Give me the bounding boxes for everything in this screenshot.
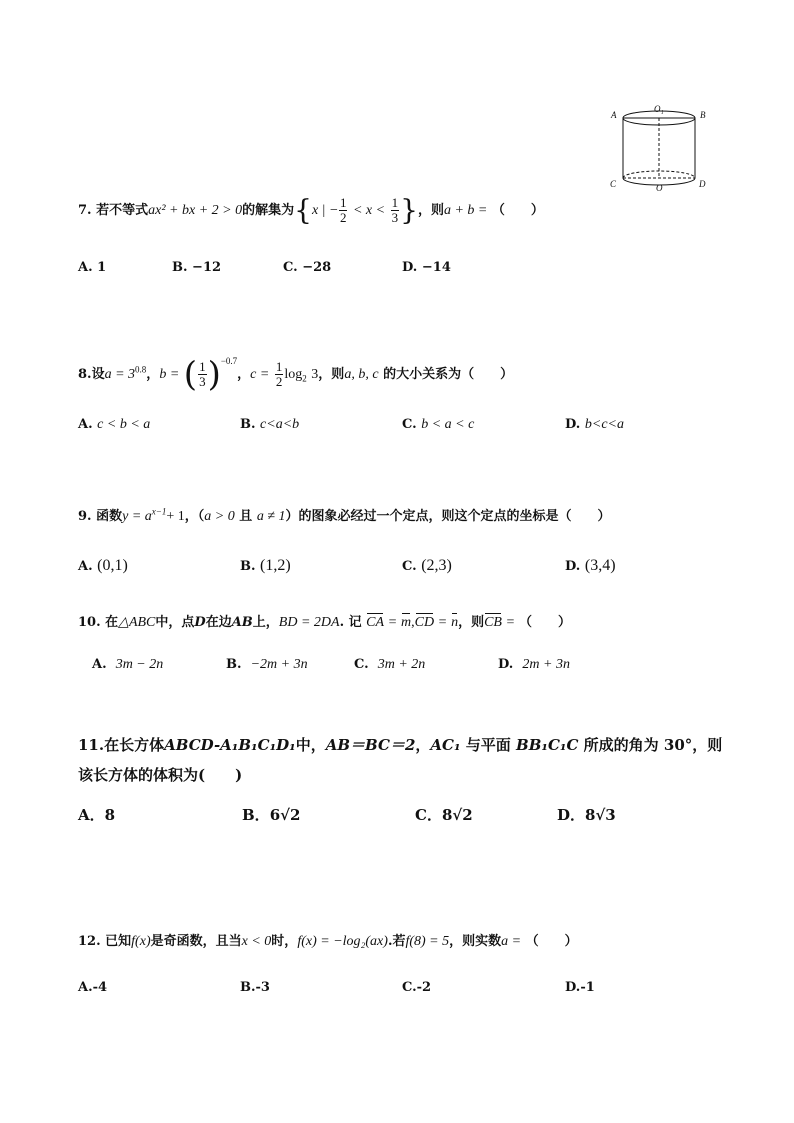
q8-paren-open: ( <box>183 354 198 395</box>
q10-option-d[interactable]: D. 2m + 3n <box>498 657 570 672</box>
q12-val: f(8) = 5 <box>405 934 450 949</box>
q9-option-d[interactable]: D. (3,4) <box>565 557 616 574</box>
q8-vars: a, b, c <box>344 367 379 382</box>
q11-number: 11. <box>78 736 105 754</box>
q8-c-base: 2 <box>302 373 307 384</box>
q10-vec-cd: CD <box>414 615 435 630</box>
q11-t3: ， <box>415 736 431 754</box>
q12-option-c[interactable]: C.-2 <box>402 980 432 995</box>
q12-p2: 时， <box>271 934 298 949</box>
q11-t4: 与平面 <box>465 736 511 754</box>
q9-cond1: a > 0 <box>204 509 235 524</box>
q7-tail: ，则 <box>417 203 444 218</box>
q10-sep: , <box>411 615 415 630</box>
q11-option-b[interactable]: B．6√2 <box>242 806 301 824</box>
q9-number: 9. <box>78 509 92 524</box>
cylinder-figure <box>608 100 712 196</box>
fig-label-d: D <box>699 179 706 189</box>
q10-eq2: = <box>438 615 447 630</box>
q12-p4: ，则实数 <box>449 934 502 949</box>
q9-paren: （ ） <box>558 509 611 524</box>
q9-fn: y = a <box>122 509 152 524</box>
q10-eq1: = <box>388 615 397 630</box>
q7-lt: < x < <box>352 203 386 218</box>
q7-paren: （ ） <box>491 203 544 218</box>
fig-label-o: O <box>656 183 663 193</box>
q10-paren: （ ） <box>518 615 571 630</box>
q11-option-a[interactable]: A．8 <box>78 806 116 824</box>
q7-brace-open: { <box>294 193 312 227</box>
q11-paren: ( ) <box>198 766 243 784</box>
q11-cond: AB＝BC＝2 <box>325 736 416 754</box>
fig-label-a: A <box>611 110 617 120</box>
q9-plus: + 1 <box>166 509 185 524</box>
q12-number: 12. <box>78 934 101 949</box>
q8-option-a[interactable]: A. c < b < a <box>78 417 151 432</box>
fig-label-c: C <box>610 179 617 189</box>
q12-fx: f(x) <box>131 934 151 949</box>
q7-brace-close: } <box>400 193 418 227</box>
q12-ask: a = <box>501 934 522 949</box>
q10-p4: . 记 <box>339 615 362 630</box>
q7-ask: a + b = <box>443 203 488 218</box>
q7-frac-1: $\frac{1}{2}$ <box>339 195 347 225</box>
q8-c-arg: 3 <box>311 367 319 382</box>
q10-option-b[interactable]: B. −2m + 3n <box>226 657 308 672</box>
q7-option-b[interactable]: B. −12 <box>172 260 222 275</box>
q8-a-expr: a = 3 <box>104 367 136 382</box>
q7-option-d[interactable]: D. −14 <box>402 260 451 275</box>
q10-p5: ，则 <box>458 615 485 630</box>
q12-paren: （ ） <box>525 934 578 949</box>
q7-option-c[interactable]: C. −28 <box>283 260 332 275</box>
q8-option-d[interactable]: D. b<c<a <box>565 417 624 432</box>
q8-b-lhs: b = <box>159 367 180 382</box>
q9-cond2: a ≠ 1 <box>256 509 286 524</box>
q8-tail: ，则 <box>318 367 345 382</box>
q12-p1: 是奇函数，且当 <box>150 934 242 949</box>
q11-option-d[interactable]: D．8√3 <box>557 806 616 824</box>
q8-tail2: 的大小关系为 <box>383 367 462 382</box>
q12-lead: 已知 <box>105 934 132 949</box>
q11-t6: ，则该长方体的体积为 <box>78 736 723 784</box>
q7-number: 7. <box>78 203 92 218</box>
q8-b-frac: $\frac{1}{3}$ <box>199 359 206 389</box>
q10-p3: 上， <box>252 615 279 630</box>
q8-option-c[interactable]: C. b < a < c <box>402 417 475 432</box>
q10-lead: 在 <box>105 615 119 630</box>
q11-angle: 30° <box>663 736 693 754</box>
q10-triangle: △ABC <box>118 615 156 630</box>
q11-solid: ABCD-A₁B₁C₁D₁ <box>164 736 296 754</box>
q9-cond-open: ，（ <box>184 509 205 524</box>
q12-p3: .若 <box>387 934 406 949</box>
q10-number: 10. <box>78 615 101 630</box>
q8-c-log: log <box>284 367 303 382</box>
q7-lead: 若不等式 <box>96 203 149 218</box>
q10-option-c[interactable]: C. 3m + 2n <box>354 657 426 672</box>
q11-diag: AC₁ <box>430 736 461 754</box>
q10-point: D <box>194 615 206 630</box>
q12-option-a[interactable]: A.-4 <box>78 980 108 995</box>
q12-cond: x < 0 <box>241 934 272 949</box>
q8-comma-1: ， <box>146 367 160 382</box>
q7-neg: − <box>330 203 338 218</box>
q7-set-var: x | <box>311 203 326 218</box>
q9-option-a[interactable]: A. (0,1) <box>78 557 128 574</box>
q8-c-frac: $\frac{1}{2}$ <box>275 359 283 389</box>
q11-t1: 在长方体 <box>104 736 165 754</box>
q9-option-b[interactable]: B. (1,2) <box>240 557 291 574</box>
q8-paren-close: ) <box>207 354 221 395</box>
q12-option-d[interactable]: D.-1 <box>565 980 595 995</box>
q9-lead: 函数 <box>96 509 123 524</box>
q12-def: f(x) = −log₂(ax) <box>297 934 388 949</box>
q10-vec-n: n <box>451 615 459 630</box>
question-9 <box>78 505 611 525</box>
q8-c-lhs: c = <box>250 367 270 382</box>
q11-option-c[interactable]: C．8√2 <box>415 806 473 824</box>
q9-cond-close: ） <box>285 509 299 524</box>
q8-a-exp: 0.8 <box>135 364 147 375</box>
q10-vec-ca: CA <box>366 615 385 630</box>
q7-mid: 的解集为 <box>242 203 295 218</box>
question-8 <box>78 354 514 395</box>
cylinder-drawing <box>623 111 695 185</box>
q10-vec-m: m <box>401 615 412 630</box>
question-10 <box>78 611 571 631</box>
q8-comma-2: ， <box>237 367 251 382</box>
q8-lead: 设 <box>91 367 105 382</box>
q11-t2: 中， <box>295 736 326 754</box>
q10-side: AB <box>231 615 253 630</box>
q8-number: 8. <box>78 367 92 382</box>
question-12 <box>78 930 578 950</box>
q12-option-b[interactable]: B.-3 <box>240 980 270 995</box>
q7-option-a[interactable]: A. 1 <box>78 260 107 275</box>
q7-frac-2: $\frac{1}{3}$ <box>391 195 399 225</box>
q8-option-b[interactable]: B. c<a<b <box>240 417 300 432</box>
q11-plane: BB₁C₁C <box>516 736 579 754</box>
q7-inequality: ax² + bx + 2 > 0 <box>148 203 243 218</box>
q10-vec-cb: CB <box>484 615 502 630</box>
q10-p2: 在边 <box>205 615 232 630</box>
q10-p1: 中，点 <box>155 615 195 630</box>
q11-t5: 所成的角为 <box>583 736 659 754</box>
q9-exp: x−1 <box>151 506 167 517</box>
q8-paren: （ ） <box>461 367 514 382</box>
fig-label-o1: O₁ <box>654 104 664 114</box>
q9-option-c[interactable]: C. (2,3) <box>402 557 452 574</box>
q9-cond-and: 且 <box>239 509 253 524</box>
fig-label-b: B <box>700 110 706 120</box>
q8-b-exp: −0.7 <box>220 356 238 366</box>
question-7 <box>78 193 544 227</box>
q10-relation: BD = 2DA <box>278 615 340 630</box>
question-11 <box>78 730 728 790</box>
q10-eq3: = <box>506 615 515 630</box>
q9-tail: 的图象必经过一个定点，则这个定点的坐标是 <box>298 509 559 524</box>
q10-option-a[interactable]: A. 3m − 2n <box>92 657 164 672</box>
